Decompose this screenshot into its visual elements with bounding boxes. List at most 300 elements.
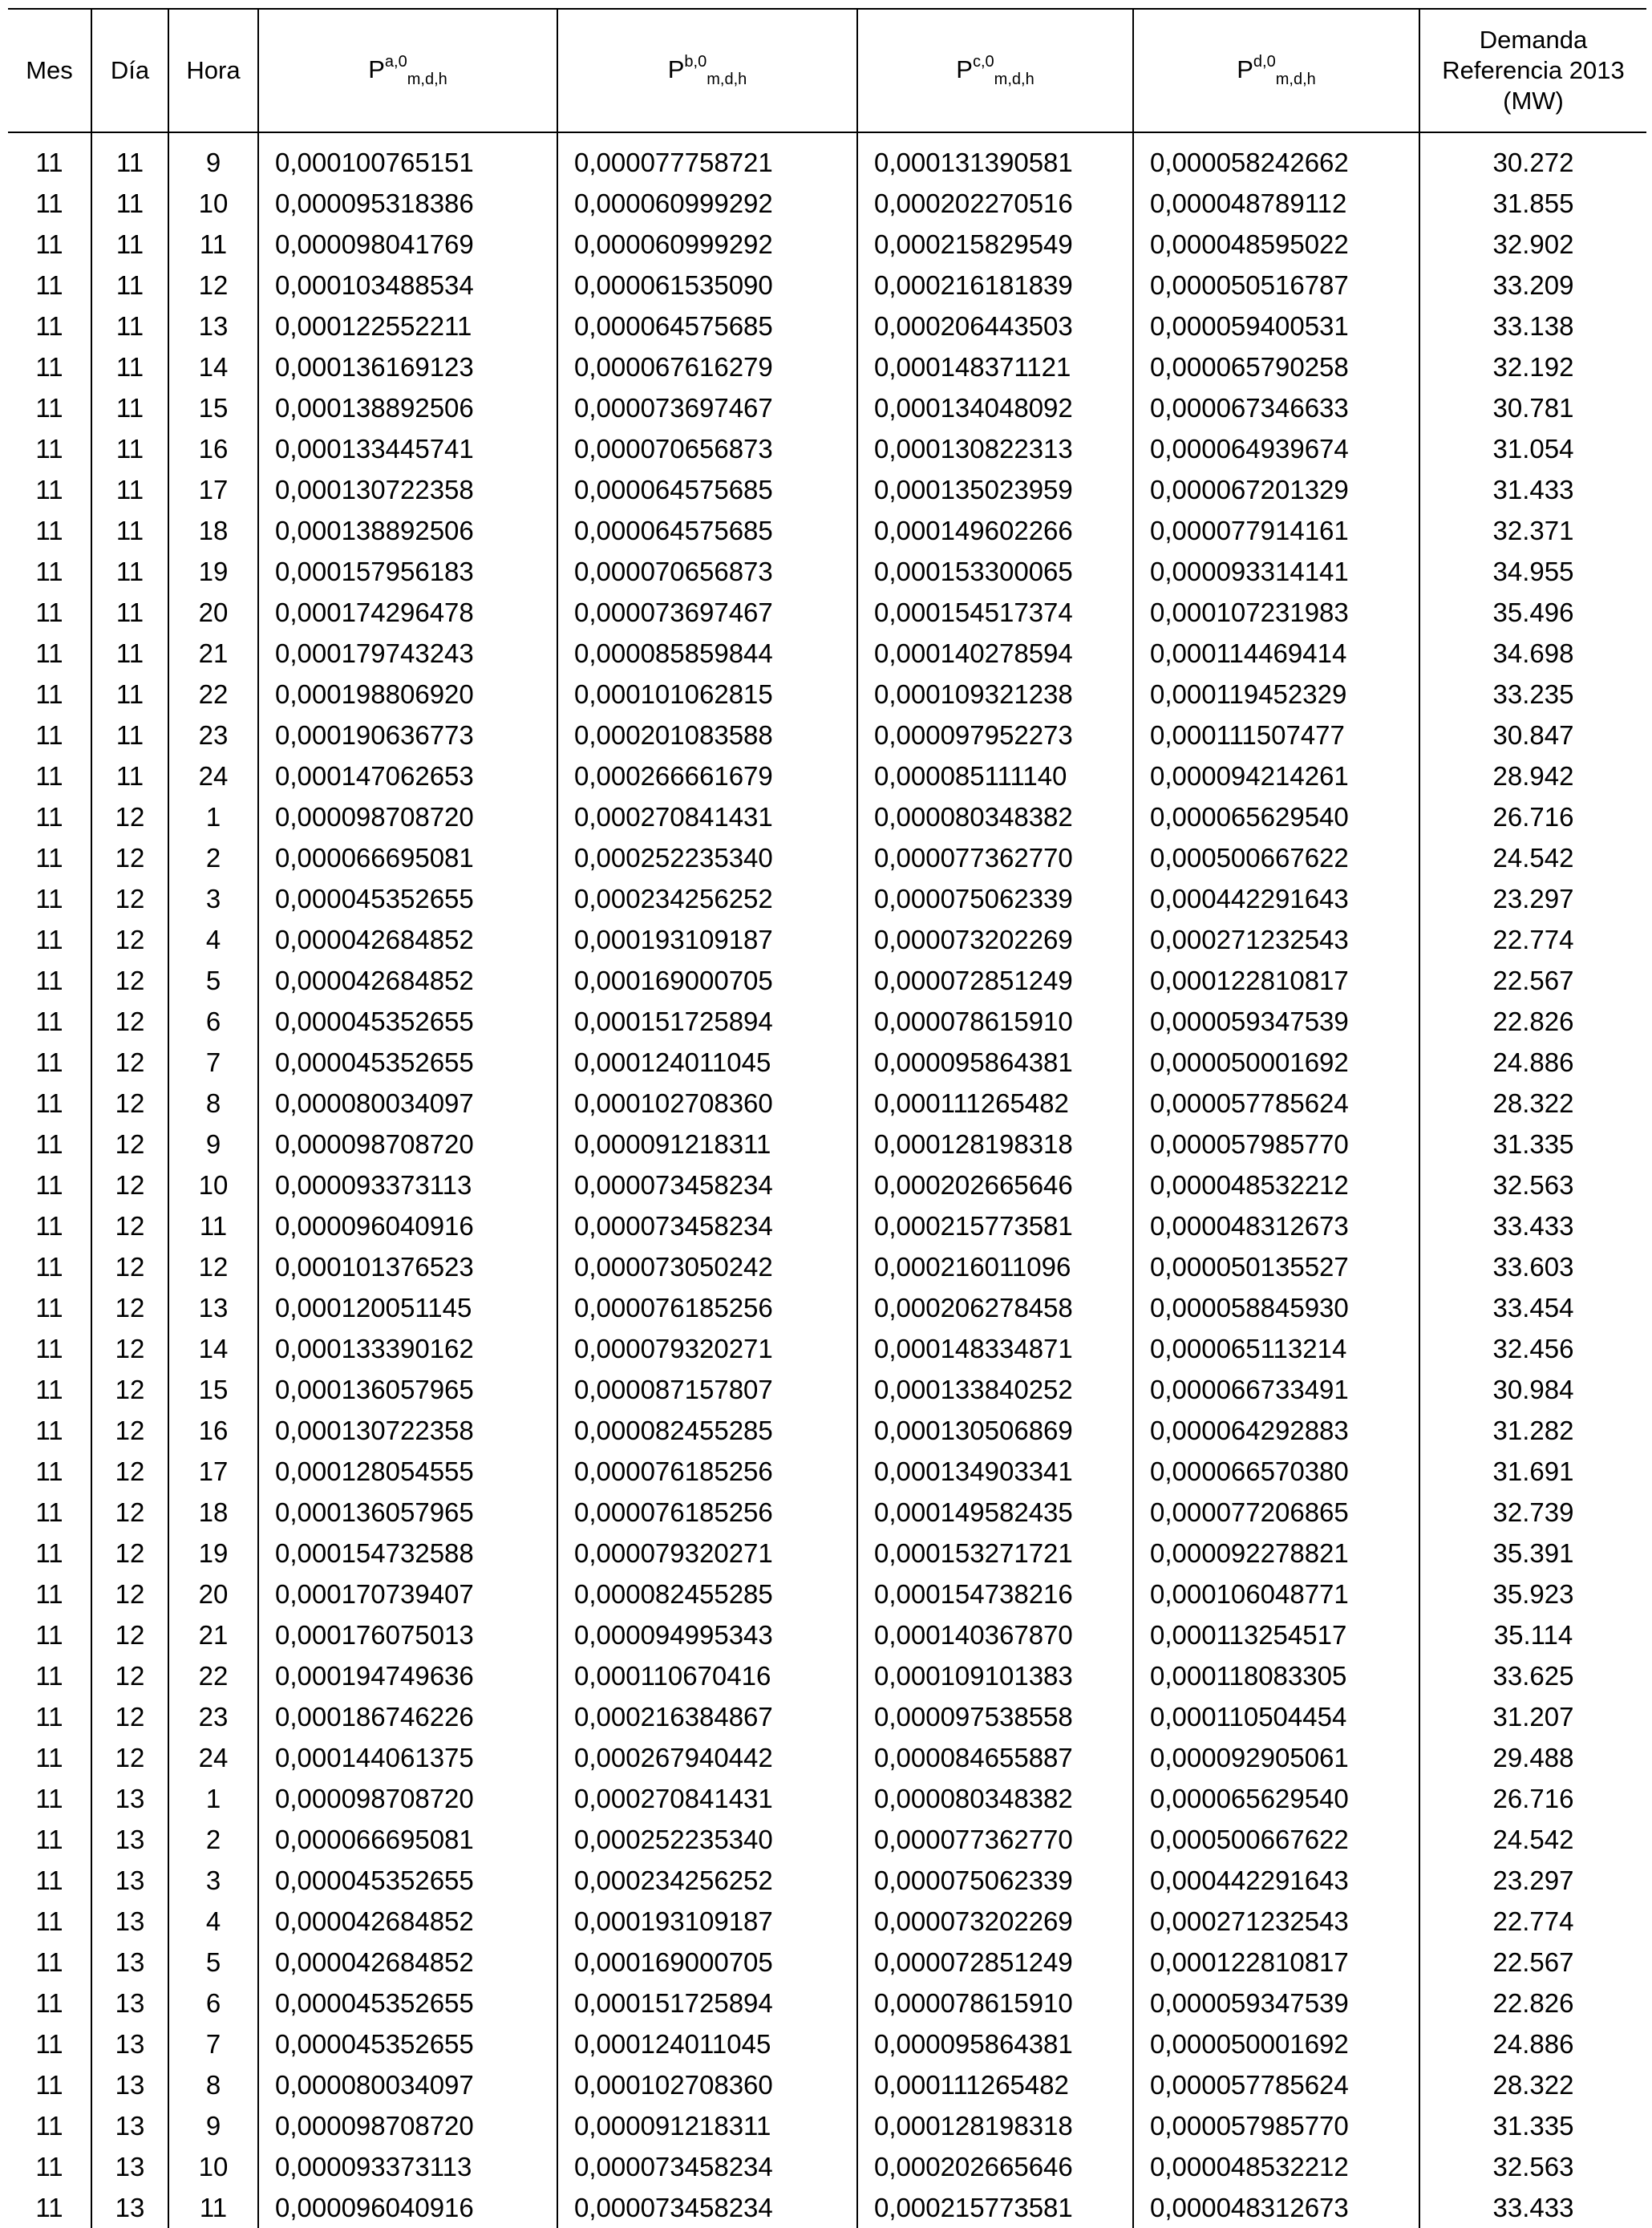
pd-cell: 0,000271232543 (1133, 919, 1419, 960)
pd-cell: 0,000107231983 (1133, 592, 1419, 633)
pa-cell: 0,000042684852 (258, 960, 557, 1001)
pd-cell: 0,000122810817 (1133, 960, 1419, 1001)
hora-cell: 24 (168, 755, 258, 796)
pc-cell: 0,000154738216 (857, 1574, 1133, 1614)
demanda-cell: 32.192 (1419, 346, 1646, 387)
pa-cell: 0,000133445741 (258, 428, 557, 469)
table-row (8, 1451, 1646, 1492)
dia-cell: 12 (91, 1001, 168, 1042)
pd-cell: 0,000093314141 (1133, 551, 1419, 592)
demanda-cell: 26.716 (1419, 796, 1646, 837)
demanda-cell: 32.456 (1419, 1328, 1646, 1369)
demanda-cell: 23.297 (1419, 878, 1646, 919)
pc-cell: 0,000216011096 (857, 1246, 1133, 1287)
header-pa-base: P (368, 55, 385, 83)
header-pd-base: P (1237, 55, 1253, 83)
dia-cell: 11 (91, 183, 168, 224)
table-row (8, 1819, 1646, 1860)
pb-cell: 0,000073458234 (557, 2146, 857, 2187)
demanda-cell: 28.942 (1419, 755, 1646, 796)
pa-cell: 0,000147062653 (258, 755, 557, 796)
hora-cell: 10 (168, 2146, 258, 2187)
mes-cell: 11 (35, 352, 63, 382)
mes-cell: 11 (35, 925, 63, 954)
demanda-cell: 33.433 (1419, 1205, 1646, 1246)
hora-cell: 20 (168, 592, 258, 633)
pb-cell: 0,000067616279 (557, 346, 857, 387)
demanda-cell: 33.625 (1419, 1655, 1646, 1696)
table-row (8, 1942, 1646, 1983)
pb-cell: 0,000124011045 (557, 2023, 857, 2064)
header-pb (557, 9, 857, 132)
header-pd-sup: d,0 (1253, 53, 1276, 71)
mes-cell: 11 (35, 1170, 63, 1200)
demanda-cell: 22.567 (1419, 960, 1646, 1001)
mes-cell: 11 (35, 2029, 63, 2059)
demanda-cell: 35.923 (1419, 1574, 1646, 1614)
pc-cell: 0,000215773581 (857, 1205, 1133, 1246)
pb-cell: 0,000073458234 (557, 1205, 857, 1246)
pb-cell: 0,000252235340 (557, 837, 857, 878)
dia-cell: 12 (91, 1737, 168, 1778)
dia-cell: 11 (91, 142, 168, 183)
pb-cell: 0,000266661679 (557, 755, 857, 796)
demanda-cell: 22.774 (1419, 919, 1646, 960)
pa-cell: 0,000080034097 (258, 2064, 557, 2105)
hora-cell: 17 (168, 469, 258, 510)
pb-cell: 0,000201083588 (557, 715, 857, 755)
hora-cell: 11 (168, 224, 258, 265)
dia-cell: 11 (91, 224, 168, 265)
dia-cell: 11 (91, 346, 168, 387)
table-row (8, 1696, 1646, 1737)
pa-cell: 0,000100765151 (258, 142, 557, 183)
table-row (8, 1860, 1646, 1901)
hora-cell: 24 (168, 1737, 258, 1778)
demanda-cell: 34.955 (1419, 551, 1646, 592)
mes-cell: 11 (35, 1088, 63, 1118)
pd-cell: 0,000119452329 (1133, 674, 1419, 715)
demanda-cell: 31.054 (1419, 428, 1646, 469)
pa-cell: 0,000045352655 (258, 2023, 557, 2064)
table-row (8, 2064, 1646, 2105)
mes-cell: 11 (35, 598, 63, 627)
mes-cell: 11 (35, 1579, 63, 1609)
mes-cell: 11 (35, 229, 63, 259)
pc-cell: 0,000130506869 (857, 1410, 1133, 1451)
pc-cell: 0,000109321238 (857, 674, 1133, 715)
pb-cell: 0,000070656873 (557, 428, 857, 469)
pa-cell: 0,000045352655 (258, 1983, 557, 2023)
mes-cell: 11 (35, 1293, 63, 1323)
table-row (8, 1737, 1646, 1778)
table-row (8, 1410, 1646, 1451)
pa-cell: 0,000101376523 (258, 1246, 557, 1287)
pa-cell: 0,000045352655 (258, 878, 557, 919)
mes-cell: 11 (35, 1947, 63, 1977)
hora-cell: 9 (168, 142, 258, 183)
pb-cell: 0,000151725894 (557, 1983, 857, 2023)
pd-cell: 0,000050001692 (1133, 2023, 1419, 2064)
header-pb-sup: b,0 (684, 53, 707, 71)
table-row (8, 1001, 1646, 1042)
header-dia: Día (91, 9, 168, 132)
demanda-cell: 31.855 (1419, 183, 1646, 224)
pd-cell: 0,000118083305 (1133, 1655, 1419, 1696)
demanda-cell: 24.542 (1419, 1819, 1646, 1860)
mes-cell: 11 (35, 2152, 63, 2181)
mes-cell: 11 (35, 1334, 63, 1363)
hora-cell: 12 (168, 1246, 258, 1287)
table-row (8, 592, 1646, 633)
pa-cell: 0,000122552211 (258, 306, 557, 346)
pa-cell: 0,000194749636 (258, 1655, 557, 1696)
pd-cell: 0,000048789112 (1133, 183, 1419, 224)
table-row (8, 2146, 1646, 2187)
table-row (8, 1655, 1646, 1696)
hora-cell: 2 (168, 1819, 258, 1860)
pc-cell: 0,000095864381 (857, 2023, 1133, 2064)
pb-cell: 0,000102708360 (557, 2064, 857, 2105)
demanda-cell: 24.886 (1419, 1042, 1646, 1083)
demanda-cell: 22.826 (1419, 1001, 1646, 1042)
pc-cell: 0,000111265482 (857, 1083, 1133, 1124)
pb-cell: 0,000252235340 (557, 1819, 857, 1860)
demanda-cell: 32.902 (1419, 224, 1646, 265)
hora-cell: 22 (168, 1655, 258, 1696)
pa-cell: 0,000042684852 (258, 1901, 557, 1942)
dia-cell: 11 (91, 633, 168, 674)
hora-cell: 18 (168, 510, 258, 551)
header-pb-sub: m,d,h (707, 71, 747, 88)
pc-cell: 0,000075062339 (857, 1860, 1133, 1901)
demanda-cell: 31.207 (1419, 1696, 1646, 1737)
pd-cell: 0,000077914161 (1133, 510, 1419, 551)
dia-cell: 13 (91, 1819, 168, 1860)
dia-cell: 12 (91, 837, 168, 878)
mes-cell: 11 (35, 802, 63, 832)
dia-cell: 12 (91, 1451, 168, 1492)
pd-cell: 0,000048532212 (1133, 1165, 1419, 1205)
hora-cell: 19 (168, 551, 258, 592)
table-row (8, 919, 1646, 960)
dia-cell: 12 (91, 1696, 168, 1737)
mes-cell: 11 (35, 557, 63, 586)
mes-cell: 11 (35, 1620, 63, 1650)
hora-cell: 21 (168, 1614, 258, 1655)
pc-cell: 0,000202270516 (857, 183, 1133, 224)
pb-cell: 0,000060999292 (557, 183, 857, 224)
pc-cell: 0,000095864381 (857, 1042, 1133, 1083)
pb-cell: 0,000193109187 (557, 1901, 857, 1942)
pb-cell: 0,000270841431 (557, 1778, 857, 1819)
hora-cell: 4 (168, 919, 258, 960)
dia-cell: 12 (91, 1124, 168, 1165)
dia-cell: 12 (91, 1287, 168, 1328)
pa-cell: 0,000120051145 (258, 1287, 557, 1328)
pd-cell: 0,000066570380 (1133, 1451, 1419, 1492)
pb-cell: 0,000151725894 (557, 1001, 857, 1042)
spacer-row (8, 132, 1646, 142)
pd-cell: 0,000500667622 (1133, 1819, 1419, 1860)
pa-cell: 0,000198806920 (258, 674, 557, 715)
hora-cell: 1 (168, 796, 258, 837)
pa-cell: 0,000128054555 (258, 1451, 557, 1492)
demanda-cell: 35.496 (1419, 592, 1646, 633)
pd-cell: 0,000067346633 (1133, 387, 1419, 428)
pa-cell: 0,000179743243 (258, 633, 557, 674)
header-demanda (1419, 9, 1646, 132)
hora-cell: 22 (168, 674, 258, 715)
pd-cell: 0,000059347539 (1133, 1001, 1419, 1042)
table-row (8, 1901, 1646, 1942)
pc-cell: 0,000154517374 (857, 592, 1133, 633)
table-row (8, 960, 1646, 1001)
dia-cell: 11 (91, 265, 168, 306)
pc-cell: 0,000077362770 (857, 837, 1133, 878)
hora-cell: 21 (168, 633, 258, 674)
pa-cell: 0,000098708720 (258, 2105, 557, 2146)
table-row (8, 265, 1646, 306)
hora-cell: 7 (168, 1042, 258, 1083)
hora-cell: 18 (168, 1492, 258, 1533)
dia-cell: 11 (91, 469, 168, 510)
pb-cell: 0,000101062815 (557, 674, 857, 715)
pc-cell: 0,000134048092 (857, 387, 1133, 428)
pb-cell: 0,000079320271 (557, 1533, 857, 1574)
hora-cell: 11 (168, 2187, 258, 2228)
table-row (8, 551, 1646, 592)
pd-cell: 0,000064292883 (1133, 1410, 1419, 1451)
demand-table (8, 8, 1646, 2228)
pc-cell: 0,000134903341 (857, 1451, 1133, 1492)
mes-cell: 11 (35, 148, 63, 177)
demanda-cell: 30.984 (1419, 1369, 1646, 1410)
header-row (8, 9, 1646, 132)
pc-cell: 0,000206278458 (857, 1287, 1133, 1328)
pc-cell: 0,000084655887 (857, 1737, 1133, 1778)
table-row (8, 387, 1646, 428)
pa-cell: 0,000103488534 (258, 265, 557, 306)
table-row (8, 1083, 1646, 1124)
pa-cell: 0,000093373113 (258, 1165, 557, 1205)
pd-cell: 0,000059400531 (1133, 306, 1419, 346)
pb-cell: 0,000216384867 (557, 1696, 857, 1737)
table-row (8, 346, 1646, 387)
pd-cell: 0,000113254517 (1133, 1614, 1419, 1655)
table-row (8, 674, 1646, 715)
pd-cell: 0,000065629540 (1133, 1778, 1419, 1819)
hora-cell: 3 (168, 1860, 258, 1901)
pb-cell: 0,000076185256 (557, 1451, 857, 1492)
pc-cell: 0,000080348382 (857, 1778, 1133, 1819)
pc-cell: 0,000109101383 (857, 1655, 1133, 1696)
mes-cell: 11 (35, 434, 63, 464)
pd-cell: 0,000077206865 (1133, 1492, 1419, 1533)
pa-cell: 0,000093373113 (258, 2146, 557, 2187)
mes-cell: 11 (35, 393, 63, 423)
pb-cell: 0,000169000705 (557, 1942, 857, 1983)
header-pa-sub: m,d,h (407, 71, 447, 88)
pb-cell: 0,000070656873 (557, 551, 857, 592)
table-row (8, 224, 1646, 265)
pd-cell: 0,000048532212 (1133, 2146, 1419, 2187)
pa-cell: 0,000144061375 (258, 1737, 557, 1778)
hora-cell: 23 (168, 715, 258, 755)
dia-cell: 12 (91, 1246, 168, 1287)
pd-cell: 0,000058845930 (1133, 1287, 1419, 1328)
pd-cell: 0,000066733491 (1133, 1369, 1419, 1410)
pc-cell: 0,000073202269 (857, 1901, 1133, 1942)
pb-cell: 0,000064575685 (557, 510, 857, 551)
pd-cell: 0,000050001692 (1133, 1042, 1419, 1083)
demanda-cell: 30.781 (1419, 387, 1646, 428)
header-pd-sub: m,d,h (1275, 71, 1316, 88)
demanda-cell: 33.235 (1419, 674, 1646, 715)
pa-cell: 0,000186746226 (258, 1696, 557, 1737)
mes-cell: 11 (35, 1007, 63, 1036)
demanda-cell: 23.297 (1419, 1860, 1646, 1901)
dia-cell: 12 (91, 1205, 168, 1246)
dia-cell: 12 (91, 1492, 168, 1533)
pd-cell: 0,000092278821 (1133, 1533, 1419, 1574)
mes-cell: 11 (35, 1047, 63, 1077)
hora-cell: 17 (168, 1451, 258, 1492)
pc-cell: 0,000140367870 (857, 1614, 1133, 1655)
pb-cell: 0,000073697467 (557, 592, 857, 633)
hora-cell: 8 (168, 1083, 258, 1124)
table-row (8, 1165, 1646, 1205)
hora-cell: 5 (168, 960, 258, 1001)
demanda-cell: 24.542 (1419, 837, 1646, 878)
pa-cell: 0,000133390162 (258, 1328, 557, 1369)
dia-cell: 12 (91, 1410, 168, 1451)
demanda-cell: 33.603 (1419, 1246, 1646, 1287)
table-row (8, 633, 1646, 674)
pb-cell: 0,000270841431 (557, 796, 857, 837)
pb-cell: 0,000087157807 (557, 1369, 857, 1410)
header-pb-base: P (667, 55, 685, 83)
dia-cell: 12 (91, 1042, 168, 1083)
demanda-cell: 32.371 (1419, 510, 1646, 551)
pc-cell: 0,000078615910 (857, 1001, 1133, 1042)
table-row (8, 142, 1646, 183)
pb-cell: 0,000094995343 (557, 1614, 857, 1655)
pc-cell: 0,000149582435 (857, 1492, 1133, 1533)
dia-cell: 12 (91, 1574, 168, 1614)
mes-cell: 11 (35, 720, 63, 750)
pc-cell: 0,000128198318 (857, 1124, 1133, 1165)
dia-cell: 13 (91, 2023, 168, 2064)
header-hora: Hora (168, 9, 258, 132)
pc-cell: 0,000153271721 (857, 1533, 1133, 1574)
pa-cell: 0,000045352655 (258, 1042, 557, 1083)
hora-cell: 1 (168, 1778, 258, 1819)
demanda-cell: 33.433 (1419, 2187, 1646, 2228)
hora-cell: 13 (168, 306, 258, 346)
dia-cell: 12 (91, 1533, 168, 1574)
pc-cell: 0,000206443503 (857, 306, 1133, 346)
table-row (8, 1574, 1646, 1614)
header-demanda-line1: Demanda (1479, 26, 1588, 54)
table-row (8, 1246, 1646, 1287)
pd-cell: 0,000048595022 (1133, 224, 1419, 265)
hora-cell: 9 (168, 2105, 258, 2146)
pb-cell: 0,000060999292 (557, 224, 857, 265)
pb-cell: 0,000267940442 (557, 1737, 857, 1778)
mes-cell: 11 (35, 188, 63, 218)
header-pc-sup: c,0 (972, 53, 994, 71)
dia-cell: 11 (91, 428, 168, 469)
pc-cell: 0,000128198318 (857, 2105, 1133, 2146)
pd-cell: 0,000058242662 (1133, 142, 1419, 183)
demanda-cell: 22.826 (1419, 1983, 1646, 2023)
pd-cell: 0,000106048771 (1133, 1574, 1419, 1614)
pc-cell: 0,000215773581 (857, 2187, 1133, 2228)
pc-cell: 0,000133840252 (857, 1369, 1133, 1410)
table-row (8, 469, 1646, 510)
hora-cell: 20 (168, 1574, 258, 1614)
pa-cell: 0,000066695081 (258, 837, 557, 878)
pb-cell: 0,000110670416 (557, 1655, 857, 1696)
dia-cell: 12 (91, 1614, 168, 1655)
pa-cell: 0,000190636773 (258, 715, 557, 755)
pa-cell: 0,000174296478 (258, 592, 557, 633)
demanda-cell: 31.433 (1419, 469, 1646, 510)
dia-cell: 12 (91, 878, 168, 919)
pa-cell: 0,000098708720 (258, 796, 557, 837)
header-pd (1133, 9, 1419, 132)
header-mes: Mes (8, 9, 91, 132)
hora-cell: 8 (168, 2064, 258, 2105)
hora-cell: 6 (168, 1983, 258, 2023)
pb-cell: 0,000082455285 (557, 1410, 857, 1451)
table-row (8, 715, 1646, 755)
pa-cell: 0,000154732588 (258, 1533, 557, 1574)
mes-cell: 11 (35, 1825, 63, 1854)
pc-cell: 0,000149602266 (857, 510, 1133, 551)
demanda-cell: 30.272 (1419, 142, 1646, 183)
table-row (8, 428, 1646, 469)
demanda-cell: 30.847 (1419, 715, 1646, 755)
pa-cell: 0,000042684852 (258, 919, 557, 960)
pa-cell: 0,000098708720 (258, 1124, 557, 1165)
pc-cell: 0,000097538558 (857, 1696, 1133, 1737)
header-pc (857, 9, 1133, 132)
dia-cell: 13 (91, 2146, 168, 2187)
table-row (8, 1533, 1646, 1574)
pb-cell: 0,000073458234 (557, 2187, 857, 2228)
dia-cell: 11 (91, 592, 168, 633)
dia-cell: 13 (91, 2105, 168, 2146)
dia-cell: 12 (91, 1369, 168, 1410)
mes-cell: 11 (35, 2111, 63, 2141)
pd-cell: 0,000065113214 (1133, 1328, 1419, 1369)
pb-cell: 0,000076185256 (557, 1287, 857, 1328)
demanda-cell: 31.691 (1419, 1451, 1646, 1492)
pb-cell: 0,000124011045 (557, 1042, 857, 1083)
pb-cell: 0,000234256252 (557, 1860, 857, 1901)
pc-cell: 0,000075062339 (857, 878, 1133, 919)
pc-cell: 0,000148334871 (857, 1328, 1133, 1369)
pc-cell: 0,000130822313 (857, 428, 1133, 469)
pb-cell: 0,000073458234 (557, 1165, 857, 1205)
pa-cell: 0,000138892506 (258, 510, 557, 551)
pa-cell: 0,000138892506 (258, 387, 557, 428)
table-row (8, 878, 1646, 919)
mes-cell: 11 (35, 1375, 63, 1404)
header-pa (258, 9, 557, 132)
